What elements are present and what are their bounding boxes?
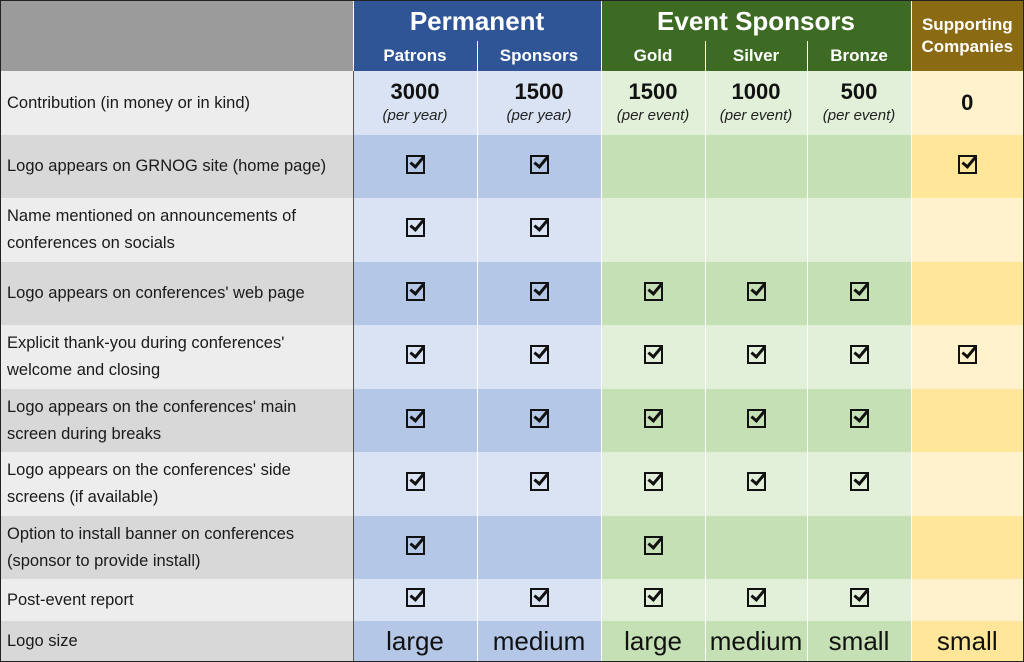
tier-header-bronze: Bronze (807, 41, 911, 71)
contribution-cell-supporting (911, 71, 1023, 135)
feature-row (1, 516, 1023, 579)
feature-cell-sponsors (477, 325, 601, 389)
contribution-cell-patrons (353, 71, 477, 135)
contribution-amount: 1000 (731, 79, 781, 104)
contribution-period: (per year) (382, 107, 448, 124)
feature-cell-supporting (911, 389, 1023, 452)
logo-size-label: Logo size (1, 621, 353, 661)
checkbox-checked-icon (406, 155, 425, 174)
feature-cell-bronze (807, 325, 911, 389)
contribution-cell-sponsors (477, 71, 601, 135)
feature-cell-sponsors (477, 452, 601, 516)
feature-cell-bronze (807, 452, 911, 516)
feature-cell-supporting (911, 516, 1023, 579)
logo-size-row (1, 621, 1023, 661)
feature-cell-supporting (911, 579, 1023, 621)
contribution-cell-bronze (807, 71, 911, 135)
feature-cell-patrons (353, 579, 477, 621)
contribution-row (1, 71, 1023, 135)
contribution-period: (per event) (822, 107, 896, 124)
logo-size-patrons: large (353, 621, 477, 661)
checkbox-checked-icon (747, 345, 766, 364)
feature-label: Option to install banner on conferences (sponsor to provide install) (1, 516, 353, 579)
feature-label: Explicit thank-you during conferences' welcome and closing (1, 325, 353, 389)
checkbox-checked-icon (850, 409, 869, 428)
group-header-supporting-companies (911, 1, 1023, 71)
feature-cell-sponsors (477, 389, 601, 452)
checkbox-checked-icon (747, 472, 766, 491)
feature-row (1, 262, 1023, 325)
feature-cell-silver (705, 389, 807, 452)
feature-cell-bronze (807, 262, 911, 325)
feature-cell-supporting (911, 452, 1023, 516)
contribution-amount: 1500 (514, 79, 564, 104)
contribution-period: (per event) (616, 107, 690, 124)
contribution-cell-gold (601, 71, 705, 135)
feature-cell-silver (705, 452, 807, 516)
checkbox-checked-icon (644, 282, 663, 301)
feature-cell-supporting (911, 325, 1023, 389)
contribution-amount: 0 (961, 90, 974, 115)
logo-size-supporting: small (911, 621, 1023, 661)
supporting-line-1: Supporting (921, 15, 1013, 34)
feature-label: Logo appears on the conferences' side screens (if available) (1, 452, 353, 516)
checkbox-checked-icon (406, 282, 425, 301)
supporting-line-2: Companies (921, 37, 1014, 56)
checkbox-checked-icon (747, 409, 766, 428)
checkbox-checked-icon (530, 282, 549, 301)
tier-header-sponsors: Sponsors (477, 41, 601, 71)
logo-size-sponsors: medium (477, 621, 601, 661)
feature-cell-sponsors (477, 135, 601, 198)
feature-cell-gold (601, 579, 705, 621)
checkbox-checked-icon (958, 155, 977, 174)
feature-cell-gold (601, 325, 705, 389)
contribution-label: Contribution (in money or in kind) (1, 71, 353, 135)
checkbox-checked-icon (850, 472, 869, 491)
feature-label: Logo appears on GRNOG site (home page) (1, 135, 353, 198)
feature-row (1, 198, 1023, 262)
checkbox-checked-icon (406, 345, 425, 364)
feature-cell-patrons (353, 135, 477, 198)
feature-cell-bronze (807, 516, 911, 579)
contribution-amount: 1500 (628, 79, 678, 104)
checkbox-checked-icon (406, 536, 425, 555)
feature-label: Post-event report (1, 579, 353, 621)
feature-row (1, 579, 1023, 621)
feature-label: Name mentioned on announcements of conferences on socials (1, 198, 353, 262)
feature-cell-sponsors (477, 262, 601, 325)
sponsorship-table (1, 1, 1023, 661)
feature-cell-silver (705, 579, 807, 621)
checkbox-checked-icon (530, 218, 549, 237)
group-header-permanent: Permanent (353, 1, 601, 41)
checkbox-checked-icon (406, 472, 425, 491)
contribution-amount: 3000 (390, 79, 440, 104)
feature-cell-patrons (353, 452, 477, 516)
feature-cell-patrons (353, 325, 477, 389)
feature-cell-bronze (807, 198, 911, 262)
feature-cell-silver (705, 325, 807, 389)
checkbox-checked-icon (747, 588, 766, 607)
feature-row (1, 325, 1023, 389)
feature-cell-gold (601, 389, 705, 452)
checkbox-checked-icon (530, 155, 549, 174)
feature-cell-gold (601, 516, 705, 579)
feature-cell-gold (601, 262, 705, 325)
checkbox-checked-icon (644, 536, 663, 555)
checkbox-checked-icon (747, 282, 766, 301)
header-corner (1, 1, 353, 71)
checkbox-checked-icon (644, 345, 663, 364)
feature-cell-gold (601, 198, 705, 262)
feature-cell-patrons (353, 516, 477, 579)
checkbox-checked-icon (958, 345, 977, 364)
contribution-amount: 500 (840, 79, 878, 104)
logo-size-bronze: small (807, 621, 911, 661)
checkbox-checked-icon (530, 345, 549, 364)
feature-cell-patrons (353, 262, 477, 325)
contribution-period: (per event) (719, 107, 793, 124)
feature-cell-sponsors (477, 198, 601, 262)
checkbox-checked-icon (850, 345, 869, 364)
feature-cell-silver (705, 516, 807, 579)
tier-header-gold: Gold (601, 41, 705, 71)
tier-header-patrons: Patrons (353, 41, 477, 71)
feature-cell-sponsors (477, 516, 601, 579)
contribution-cell-silver (705, 71, 807, 135)
group-header-event-sponsors: Event Sponsors (601, 1, 911, 41)
checkbox-checked-icon (406, 588, 425, 607)
checkbox-checked-icon (644, 409, 663, 428)
feature-cell-gold (601, 452, 705, 516)
checkbox-checked-icon (406, 409, 425, 428)
feature-cell-silver (705, 198, 807, 262)
feature-cell-bronze (807, 389, 911, 452)
feature-cell-silver (705, 262, 807, 325)
feature-row (1, 389, 1023, 452)
checkbox-checked-icon (530, 409, 549, 428)
checkbox-checked-icon (406, 218, 425, 237)
feature-cell-patrons (353, 389, 477, 452)
feature-cell-silver (705, 135, 807, 198)
feature-cell-gold (601, 135, 705, 198)
feature-cell-supporting (911, 135, 1023, 198)
checkbox-checked-icon (644, 588, 663, 607)
checkbox-checked-icon (850, 588, 869, 607)
logo-size-silver: medium (705, 621, 807, 661)
feature-cell-bronze (807, 135, 911, 198)
feature-cell-bronze (807, 579, 911, 621)
feature-cell-patrons (353, 198, 477, 262)
checkbox-checked-icon (850, 282, 869, 301)
tier-header-silver: Silver (705, 41, 807, 71)
feature-label: Logo appears on conferences' web page (1, 262, 353, 325)
checkbox-checked-icon (644, 472, 663, 491)
feature-cell-sponsors (477, 579, 601, 621)
contribution-period: (per year) (506, 107, 572, 124)
feature-row (1, 452, 1023, 516)
feature-cell-supporting (911, 262, 1023, 325)
feature-cell-supporting (911, 198, 1023, 262)
checkbox-checked-icon (530, 588, 549, 607)
logo-size-gold: large (601, 621, 705, 661)
feature-label: Logo appears on the conferences' main screen during breaks (1, 389, 353, 452)
checkbox-checked-icon (530, 472, 549, 491)
feature-row (1, 135, 1023, 198)
